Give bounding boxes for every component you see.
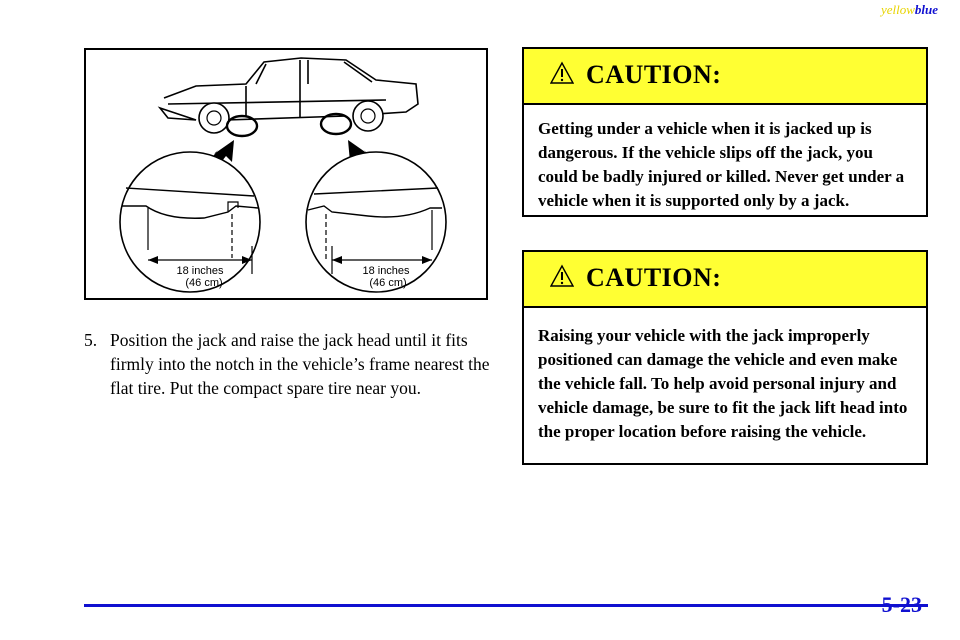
- caution-box-1: [522, 47, 928, 217]
- dim-left-line2: (46 cm): [185, 277, 223, 289]
- dim-right-line1: 18 inches: [362, 265, 410, 277]
- caution-text: Raising your vehicle with the jack improperly positioned can damage the vehicle and even make the vehicle fall. To help avoid personal injury and vehicle damage, be sure to fit the jack lift head into the proper location before raising the vehicle.: [538, 326, 908, 441]
- dim-left-line1: 18 inches: [176, 265, 224, 277]
- caution-header: [524, 252, 926, 308]
- header-tag-yellow: yellow: [880, 2, 915, 17]
- caution-box-2: [522, 250, 928, 465]
- front-wheel: [199, 103, 229, 133]
- caution-title: CAUTION:: [586, 60, 722, 89]
- header-tag: [881, 2, 938, 18]
- step-number: 5.: [84, 330, 98, 350]
- header-tag-blue: blue: [914, 2, 938, 17]
- caution-title: CAUTION:: [586, 263, 722, 292]
- rear-wheel: [353, 101, 383, 131]
- footer-rule: [84, 604, 928, 607]
- dim-right-line2: (46 cm): [369, 277, 407, 289]
- caution-header: [524, 49, 926, 105]
- page-number: 5-23: [881, 592, 922, 617]
- instruction-step: [84, 328, 494, 400]
- car-jacking-illustration: [86, 50, 486, 298]
- jack-location-figure: [84, 48, 488, 300]
- warning-triangle-icon: [550, 264, 574, 288]
- caution-text: Getting under a vehicle when it is jacked up is dangerous. If the vehicle slips off the jack, you could be badly injured or killed. Never get under a vehicle when it is supported only by a jack.: [538, 119, 905, 210]
- step-text: Position the jack and raise the jack head until it fits firmly into the notch in the vehicle’s frame nearest the flat tire. Put the compact spare tire near you.: [110, 330, 490, 398]
- warning-triangle-icon: [550, 61, 574, 85]
